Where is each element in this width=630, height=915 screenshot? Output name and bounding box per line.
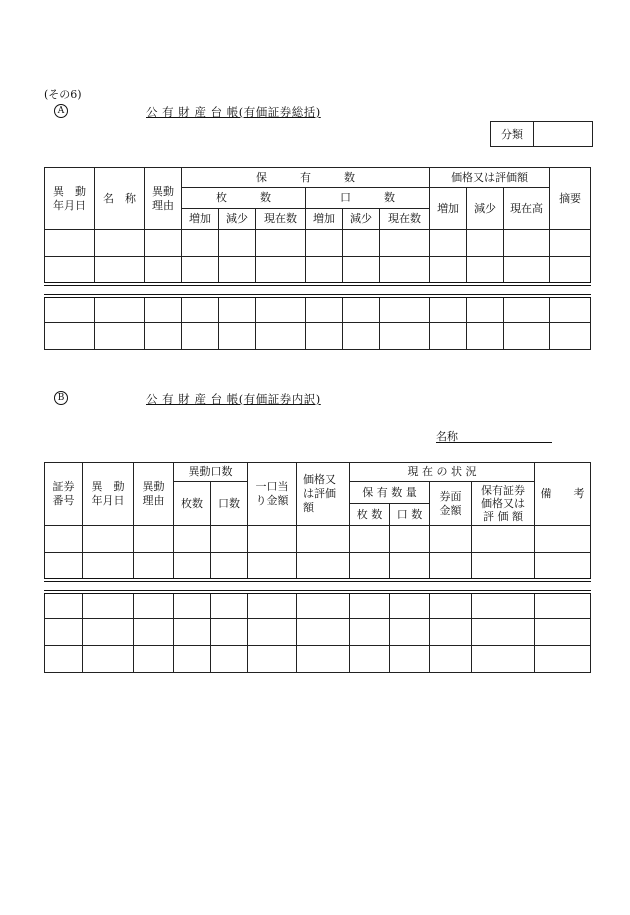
table-row-gap: [45, 580, 591, 592]
table-cell: [211, 580, 248, 592]
table-cell[interactable]: [95, 323, 145, 350]
table-cell[interactable]: [256, 230, 306, 257]
table-cell[interactable]: [472, 646, 535, 673]
table-row-gap: [45, 284, 591, 296]
table-cell[interactable]: [219, 257, 256, 284]
table-cell[interactable]: [306, 230, 343, 257]
table-cell[interactable]: [472, 526, 535, 553]
table-row: [45, 646, 591, 673]
table-row: [45, 230, 591, 257]
header-sheets-decrease: 減少: [219, 209, 256, 230]
table-cell[interactable]: [45, 230, 95, 257]
header-change-reason: 異動 理由: [134, 463, 174, 526]
section-b-title: 公 有 財 産 台 帳(有価証券内訳): [146, 392, 321, 406]
table-cell[interactable]: [306, 323, 343, 350]
header-units-decrease: 減少: [343, 209, 380, 230]
table-cell[interactable]: [248, 553, 297, 580]
table-cell: [430, 580, 472, 592]
table-row: [45, 323, 591, 350]
table-cell: [430, 284, 467, 296]
table-cell[interactable]: [134, 526, 174, 553]
table-cell[interactable]: [145, 230, 182, 257]
table-cell[interactable]: [174, 646, 211, 673]
header-face-value: 券面 金額: [430, 482, 472, 526]
table-cell: [343, 284, 380, 296]
table-cell[interactable]: [504, 257, 550, 284]
table-cell[interactable]: [350, 526, 390, 553]
table-cell: [472, 580, 535, 592]
table-cell[interactable]: [350, 646, 390, 673]
table-cell[interactable]: [390, 646, 430, 673]
table-cell[interactable]: [390, 619, 430, 646]
table-cell[interactable]: [343, 323, 380, 350]
table-cell[interactable]: [219, 323, 256, 350]
table-cell[interactable]: [472, 619, 535, 646]
table-cell[interactable]: [430, 257, 467, 284]
table-cell[interactable]: [211, 592, 248, 619]
table-row: [45, 526, 591, 553]
table-cell[interactable]: [45, 553, 83, 580]
table-cell[interactable]: [95, 230, 145, 257]
table-cell[interactable]: [350, 592, 390, 619]
table-cell[interactable]: [134, 553, 174, 580]
table-cell[interactable]: [467, 296, 504, 323]
table-cell[interactable]: [297, 646, 350, 673]
header-sheets: 枚数: [174, 482, 211, 526]
table-cell[interactable]: [504, 296, 550, 323]
header-cur-units: 口 数: [390, 504, 430, 526]
header-units-current: 現在数: [380, 209, 430, 230]
section-b-marker: B: [54, 391, 68, 405]
table-cell: [83, 580, 134, 592]
table-cell[interactable]: [83, 592, 134, 619]
table-cell[interactable]: [350, 553, 390, 580]
table-cell[interactable]: [256, 323, 306, 350]
table-cell[interactable]: [390, 553, 430, 580]
header-held-price: 保有証券 価格又は 評 価 額: [472, 482, 535, 526]
section-a-marker: A: [54, 104, 68, 118]
header-sheets-current: 現在数: [256, 209, 306, 230]
table-cell[interactable]: [211, 553, 248, 580]
table-cell[interactable]: [350, 619, 390, 646]
table-cell[interactable]: [83, 619, 134, 646]
table-cell[interactable]: [390, 526, 430, 553]
classification-box: [490, 121, 593, 147]
table-cell: [256, 284, 306, 296]
header-remarks: 摘要: [550, 168, 591, 230]
table-cell[interactable]: [248, 526, 297, 553]
table-cell[interactable]: [145, 257, 182, 284]
classification-value[interactable]: [534, 122, 593, 147]
header-price-increase: 増加: [430, 188, 467, 230]
table-cell[interactable]: [504, 323, 550, 350]
name-field: [436, 428, 552, 443]
table-cell[interactable]: [472, 553, 535, 580]
table-cell[interactable]: [343, 257, 380, 284]
header-cert-no: 証券 番号: [45, 463, 83, 526]
header-holding-qty: 保 有 数 量: [350, 482, 430, 504]
header-units: 口 数: [306, 188, 430, 209]
table-cell[interactable]: [380, 257, 430, 284]
table-cell: [467, 284, 504, 296]
table-cell[interactable]: [182, 230, 219, 257]
table-cell[interactable]: [211, 619, 248, 646]
table-cell[interactable]: [535, 646, 591, 673]
table-cell[interactable]: [174, 592, 211, 619]
table-cell[interactable]: [174, 526, 211, 553]
table-cell[interactable]: [550, 323, 591, 350]
table-cell[interactable]: [430, 619, 472, 646]
table-cell[interactable]: [535, 526, 591, 553]
table-cell[interactable]: [134, 592, 174, 619]
table-cell: [390, 580, 430, 592]
header-units-increase: 増加: [306, 209, 343, 230]
header-change-reason: 異動 理由: [145, 168, 182, 230]
header-current-status: 現 在 の 状 況: [350, 463, 535, 482]
table-cell: [535, 580, 591, 592]
table-cell: [504, 284, 550, 296]
table-cell[interactable]: [380, 323, 430, 350]
table-cell[interactable]: [430, 592, 472, 619]
header-change-date: 異 動 年月日: [83, 463, 134, 526]
table-cell[interactable]: [430, 646, 472, 673]
table-cell[interactable]: [343, 230, 380, 257]
table-cell[interactable]: [472, 592, 535, 619]
table-cell: [182, 284, 219, 296]
table-cell: [297, 580, 350, 592]
table-row: [45, 619, 591, 646]
table-row: [45, 592, 591, 619]
table-cell[interactable]: [248, 592, 297, 619]
table-cell[interactable]: [83, 553, 134, 580]
table-cell: [550, 284, 591, 296]
table-cell: [219, 284, 256, 296]
table-cell[interactable]: [430, 296, 467, 323]
table-cell[interactable]: [248, 646, 297, 673]
header-units: 口数: [211, 482, 248, 526]
table-cell: [174, 580, 211, 592]
table-cell[interactable]: [390, 592, 430, 619]
table-cell[interactable]: [83, 646, 134, 673]
table-cell[interactable]: [211, 646, 248, 673]
header-change-date: 異 動 年月日: [45, 168, 95, 230]
header-price: 価格又 は評価 額: [297, 463, 350, 526]
table-cell[interactable]: [211, 526, 248, 553]
table-cell[interactable]: [45, 526, 83, 553]
header-name: 名 称: [95, 168, 145, 230]
table-cell[interactable]: [256, 257, 306, 284]
table-cell[interactable]: [380, 230, 430, 257]
table-cell[interactable]: [535, 619, 591, 646]
table-cell[interactable]: [95, 296, 145, 323]
table-cell[interactable]: [95, 257, 145, 284]
table-cell[interactable]: [306, 296, 343, 323]
table-cell[interactable]: [467, 230, 504, 257]
header-change-units: 異動口数: [174, 463, 248, 482]
table-cell[interactable]: [550, 296, 591, 323]
summary-ledger-table: [44, 167, 591, 350]
table-cell[interactable]: [297, 619, 350, 646]
header-sheets-increase: 増加: [182, 209, 219, 230]
table-cell[interactable]: [45, 323, 95, 350]
detail-ledger-table: [44, 462, 591, 673]
table-cell: [380, 284, 430, 296]
header-cur-sheets: 枚 数: [350, 504, 390, 526]
table-cell[interactable]: [219, 296, 256, 323]
table-cell[interactable]: [248, 619, 297, 646]
table-cell[interactable]: [467, 257, 504, 284]
header-price: 価格又は評価額: [430, 168, 550, 188]
table-cell[interactable]: [83, 526, 134, 553]
table-cell[interactable]: [134, 646, 174, 673]
table-cell[interactable]: [45, 646, 83, 673]
table-cell[interactable]: [45, 296, 95, 323]
table-cell[interactable]: [467, 323, 504, 350]
table-cell[interactable]: [430, 553, 472, 580]
page-label: (その6): [44, 88, 82, 101]
table-cell[interactable]: [297, 553, 350, 580]
table-cell[interactable]: [504, 230, 550, 257]
table-cell[interactable]: [45, 592, 83, 619]
table-row: [45, 257, 591, 284]
table-cell[interactable]: [430, 323, 467, 350]
table-cell[interactable]: [297, 526, 350, 553]
table-cell[interactable]: [343, 296, 380, 323]
table-cell[interactable]: [182, 257, 219, 284]
table-cell[interactable]: [535, 553, 591, 580]
table-cell[interactable]: [430, 526, 472, 553]
header-price-current: 現在高: [504, 188, 550, 230]
table-cell: [145, 284, 182, 296]
name-label: 名称: [436, 430, 458, 443]
table-cell: [248, 580, 297, 592]
table-cell[interactable]: [182, 296, 219, 323]
table-cell[interactable]: [134, 619, 174, 646]
table-cell[interactable]: [182, 323, 219, 350]
table-cell: [134, 580, 174, 592]
table-cell[interactable]: [306, 257, 343, 284]
table-cell[interactable]: [535, 592, 591, 619]
table-cell: [306, 284, 343, 296]
table-cell[interactable]: [256, 296, 306, 323]
table-row: [45, 553, 591, 580]
header-price-decrease: 減少: [467, 188, 504, 230]
table-cell[interactable]: [550, 230, 591, 257]
table-cell: [45, 284, 95, 296]
table-cell[interactable]: [45, 257, 95, 284]
table-cell[interactable]: [45, 619, 83, 646]
classification-label: 分類: [491, 122, 534, 147]
table-cell[interactable]: [145, 296, 182, 323]
table-cell[interactable]: [430, 230, 467, 257]
table-cell[interactable]: [174, 619, 211, 646]
table-cell: [350, 580, 390, 592]
table-cell[interactable]: [297, 592, 350, 619]
table-cell[interactable]: [145, 323, 182, 350]
table-cell[interactable]: [550, 257, 591, 284]
table-cell[interactable]: [219, 230, 256, 257]
header-sheets: 枚 数: [182, 188, 306, 209]
header-per-unit: 一口当 り金額: [248, 463, 297, 526]
header-holdings: 保 有 数: [182, 168, 430, 188]
header-remarks: 備 考: [535, 463, 591, 526]
section-a-title: 公 有 財 産 台 帳(有価証券総括): [146, 105, 321, 119]
table-cell: [95, 284, 145, 296]
table-cell[interactable]: [174, 553, 211, 580]
table-cell[interactable]: [380, 296, 430, 323]
table-cell: [45, 580, 83, 592]
table-row: [45, 296, 591, 323]
